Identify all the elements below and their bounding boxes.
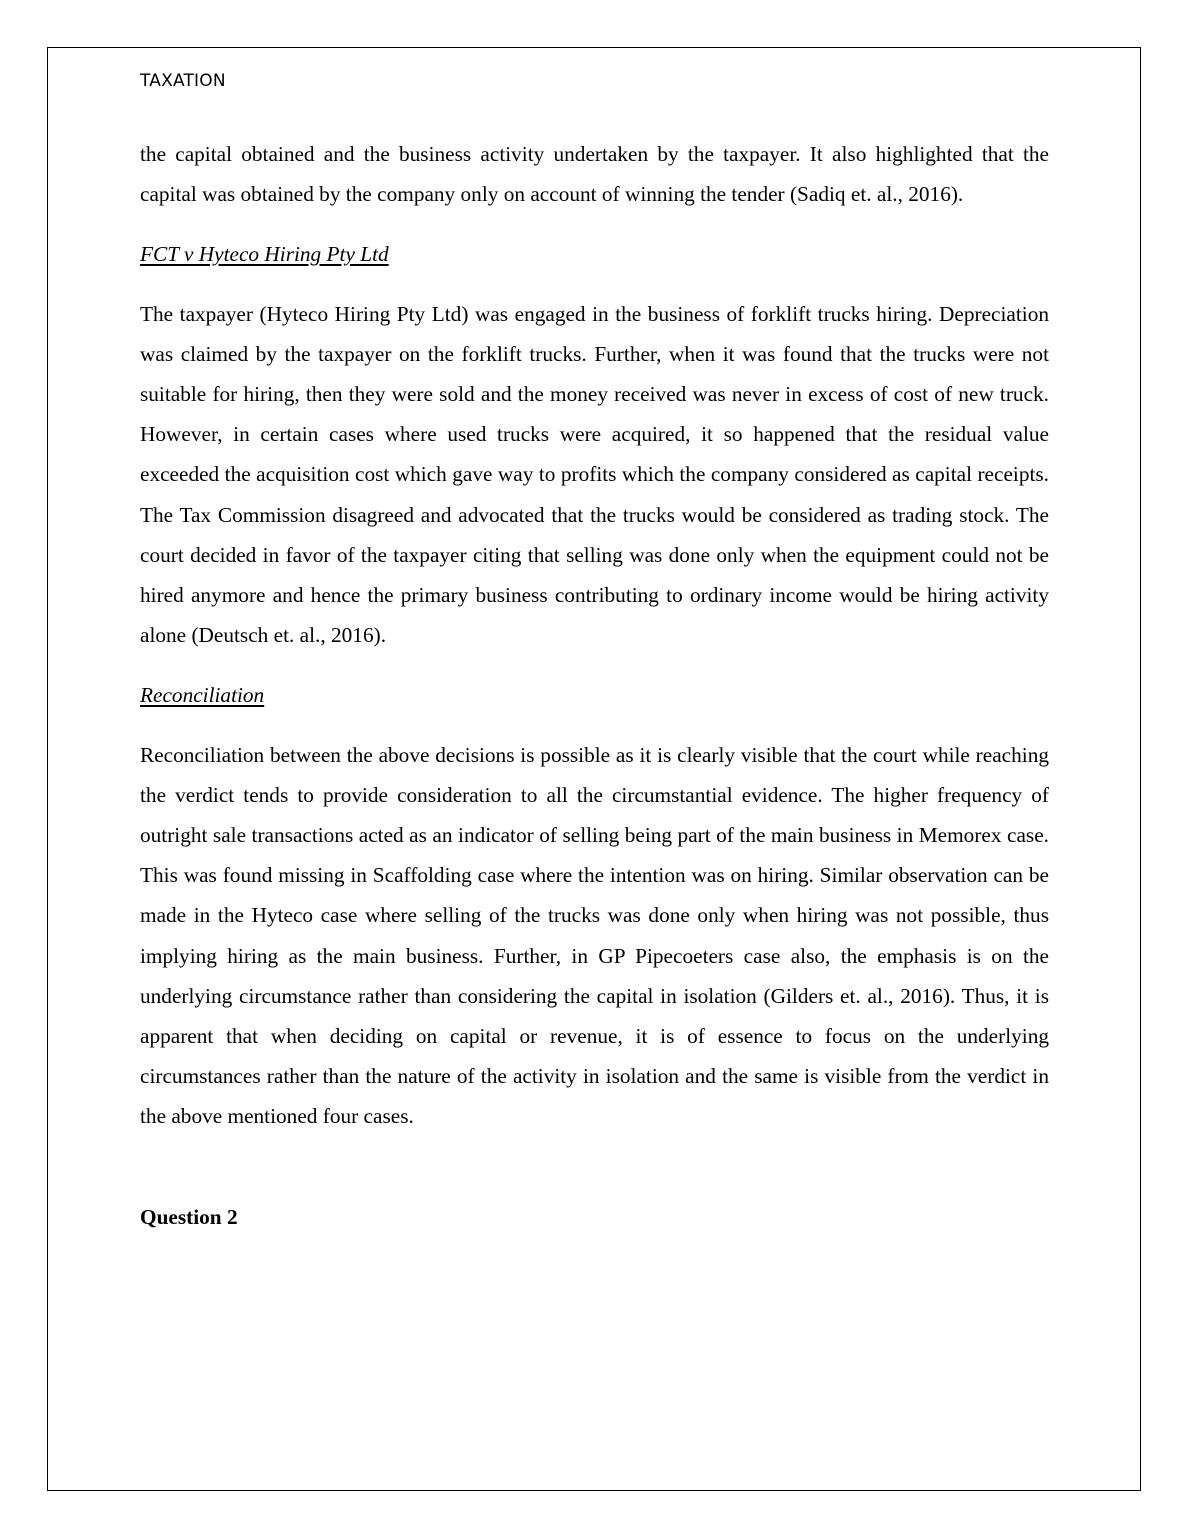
section-heading-hyteco: FCT v Hyteco Hiring Pty Ltd [140,241,389,266]
question-heading: Question 2 [140,1204,238,1229]
reconciliation-paragraph: Reconciliation between the above decisions is possible as it is clearly visible that the court while reaching the verdict tends to provide consideration to all the circumstantial evidence. The higher frequency of outright sale transactions acted as an indicator of selling being part of the main business in Memorex case. This was found missing in Scaffolding case where the intention was on hiring. Similar observation can be made in the Hyteco case where selling of the trucks was done only when hiring was not possible, thus implying hiring as the main business. Further, in GP Pipecoeters case also, the emphasis is on the underlying circumstance rather than considering the capital in isolation (Gilders et. al., 2016). Thus, it is apparent that when deciding on capital or revenue, it is of essence to focus on the underlying circumstances rather than the nature of the activity in isolation and the same is visible from the verdict in the above mentioned four cases. [140,742,1049,1129]
document-body [140,134,1049,1237]
intro-paragraph: the capital obtained and the business activity undertaken by the taxpayer. It also highlighted that the capital was obtained by the company only on account of winning the tender (Sadiq et. al., 2016). [140,142,1049,207]
hyteco-paragraph: The taxpayer (Hyteco Hiring Pty Ltd) was engaged in the business of forklift trucks hiring. Depreciation was claimed by the taxpayer on the forklift trucks. Further, when it was found that the trucks were not suitable for hiring, then they were sold and the money received was never in excess of cost of new truck. However, in certain cases where used trucks were acquired, it so happened that the residual value exceeded the acquisition cost which gave way to profits which the company considered as capital receipts. The Tax Commission disagreed and advocated that the trucks would be considered as trading stock. The court decided in favor of the taxpayer citing that selling was done only when the equipment could not be hired anymore and hence the primary business contributing to ordinary income would be hiring activity alone (Deutsch et. al., 2016). [140,301,1049,648]
running-header: TAXATION [140,71,226,91]
section-heading-reconciliation: Reconciliation [140,682,265,707]
